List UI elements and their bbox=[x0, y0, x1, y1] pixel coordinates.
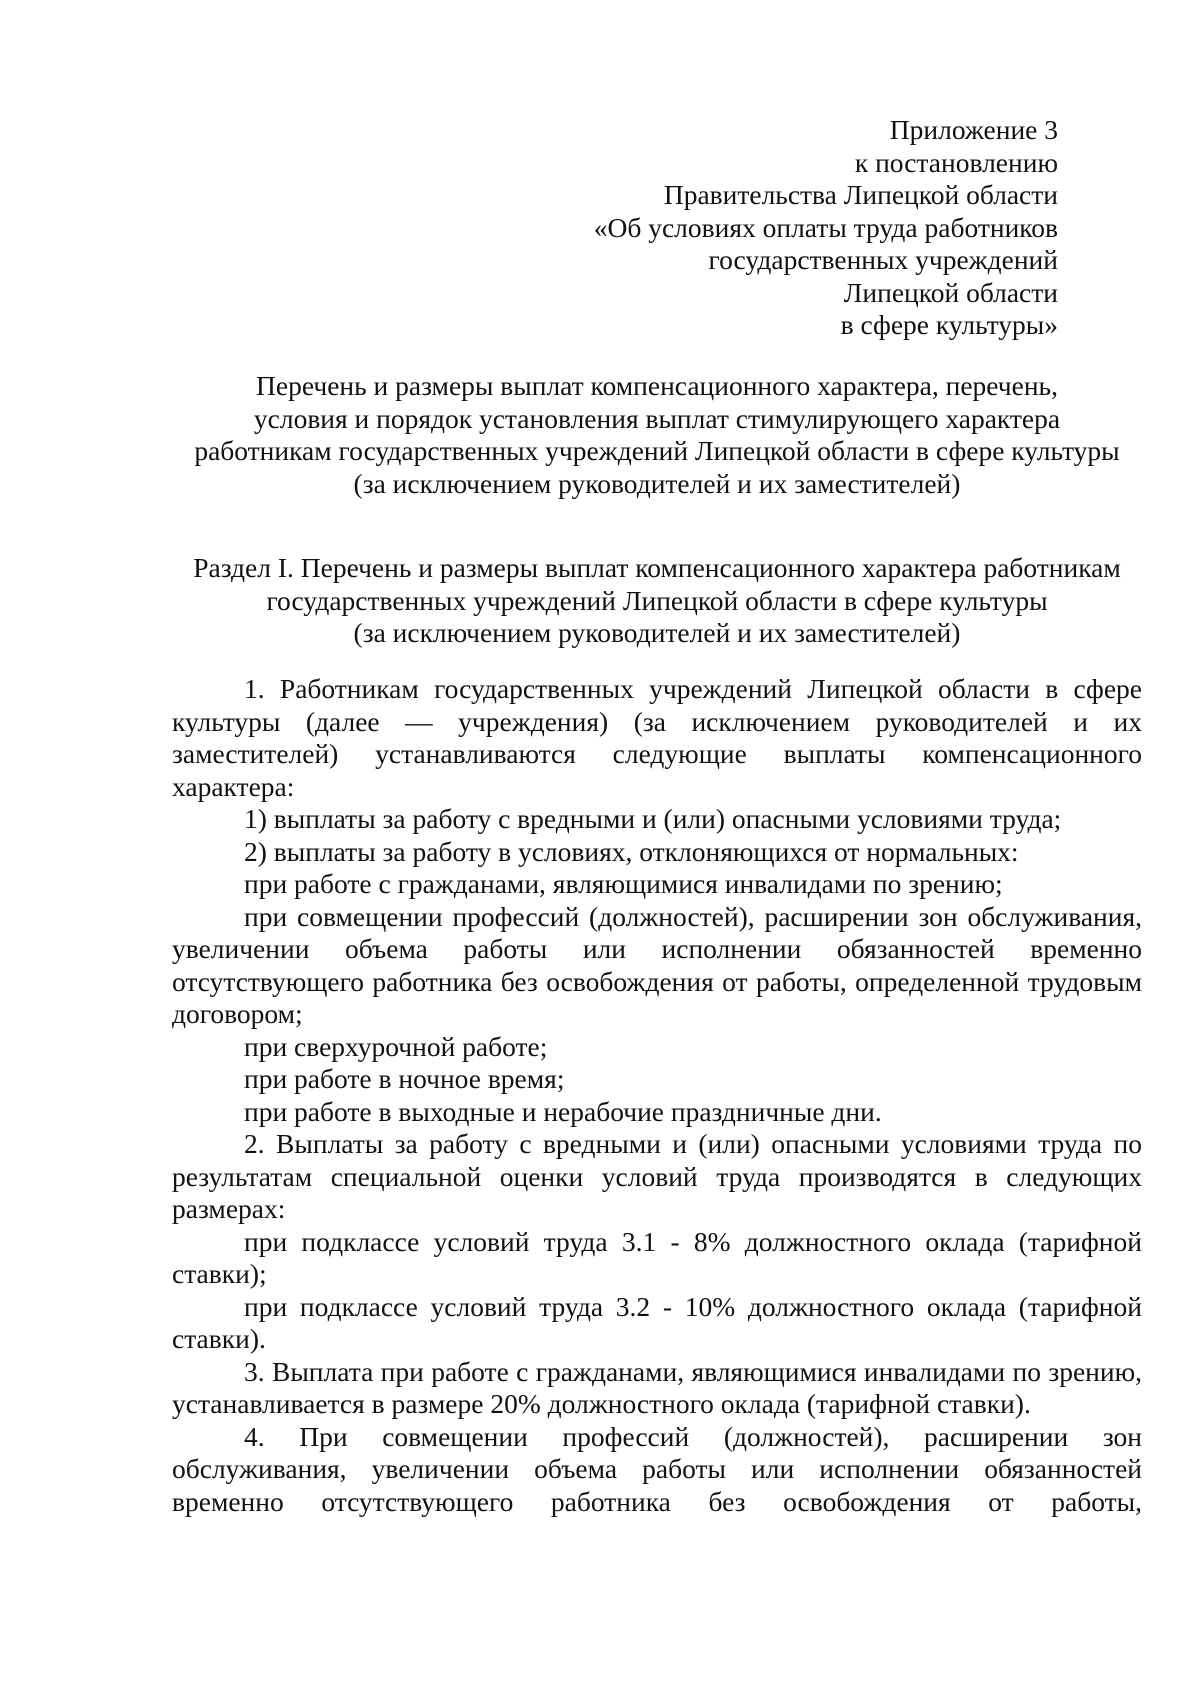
document-title bbox=[172, 370, 1142, 500]
appendix-line: к постановлению bbox=[854, 146, 1058, 178]
paragraph: 3. Выплата при работе с гражданами, являющимися инвалидами по зрению, устанавливается в размере 20% должностного оклада (тарифной ставки). bbox=[172, 1355, 1142, 1419]
paragraph: 1. Работникам государственных учреждений Липецкой области в сфере культуры (далее — учреждения) (за исключением руководителей и их заместителей) устанавливаются следующие выплаты компенсационного характера: bbox=[172, 673, 1142, 802]
appendix-line: в сфере культуры» bbox=[840, 309, 1058, 340]
section-line: Раздел I. Перечень и размеры выплат компенсационного характера работникам bbox=[193, 552, 1121, 583]
appendix-line: Липецкой области bbox=[843, 276, 1058, 308]
paragraph: при работе в выходные и нерабочие праздничные дни. bbox=[244, 1095, 882, 1127]
appendix-header bbox=[594, 114, 1058, 342]
title-line: (за исключением руководителей и их заместителей) bbox=[353, 467, 961, 499]
title-line: Перечень и размеры выплат компенсационного характера, перечень, bbox=[256, 370, 1058, 401]
paragraph: при подклассе условий труда 3.1 - 8% должностного оклада (тарифной ставки); bbox=[172, 1225, 1142, 1289]
paragraph: 2) выплаты за работу в условиях, отклоняющихся от нормальных: bbox=[244, 835, 1019, 867]
paragraph: при работе в ночное время; bbox=[244, 1063, 565, 1094]
appendix-line: «Об условиях оплаты труда работников bbox=[593, 211, 1058, 243]
section-line: (за исключением руководителей и их заместителей) bbox=[353, 617, 961, 648]
title-line: работникам государственных учреждений Липецкой области в сфере культуры bbox=[194, 435, 1120, 466]
section-heading bbox=[172, 552, 1142, 650]
paragraph: при подклассе условий труда 3.2 - 10% должностного оклада (тарифной ставки). bbox=[172, 1290, 1142, 1354]
appendix-line: Правительства Липецкой области bbox=[663, 179, 1058, 210]
appendix-line: государственных учреждений bbox=[708, 244, 1058, 275]
paragraph: при работе с гражданами, являющимися инвалидами по зрению; bbox=[244, 868, 1003, 899]
document-body bbox=[172, 673, 1142, 1518]
paragraph: при совмещении профессий (должностей), расширении зон обслуживания, увеличении объема работы или исполнении обязанностей временно отсутствующего работника без освобождения от работы, определенной трудовым договором; bbox=[172, 900, 1142, 1029]
paragraph: 4. При совмещении профессий (должностей), расширении зон обслуживания, увеличении объема работы или исполнении обязанностей временно отсутствующего работника без освобождения от работы, bbox=[172, 1420, 1142, 1517]
paragraph: 2. Выплаты за работу с вредными и (или) опасными условиями труда по результатам специальной оценки условий труда производятся в следующих размерах: bbox=[172, 1128, 1142, 1224]
appendix-line: Приложение 3 bbox=[889, 114, 1058, 145]
section-line: государственных учреждений Липецкой области в сфере культуры bbox=[266, 584, 1048, 616]
paragraph: 1) выплаты за работу с вредными и (или) опасными условиями труда; bbox=[244, 803, 1062, 834]
title-line: условия и порядок установления выплат стимулирующего характера bbox=[253, 402, 1061, 434]
paragraph: при сверхурочной работе; bbox=[244, 1030, 548, 1062]
